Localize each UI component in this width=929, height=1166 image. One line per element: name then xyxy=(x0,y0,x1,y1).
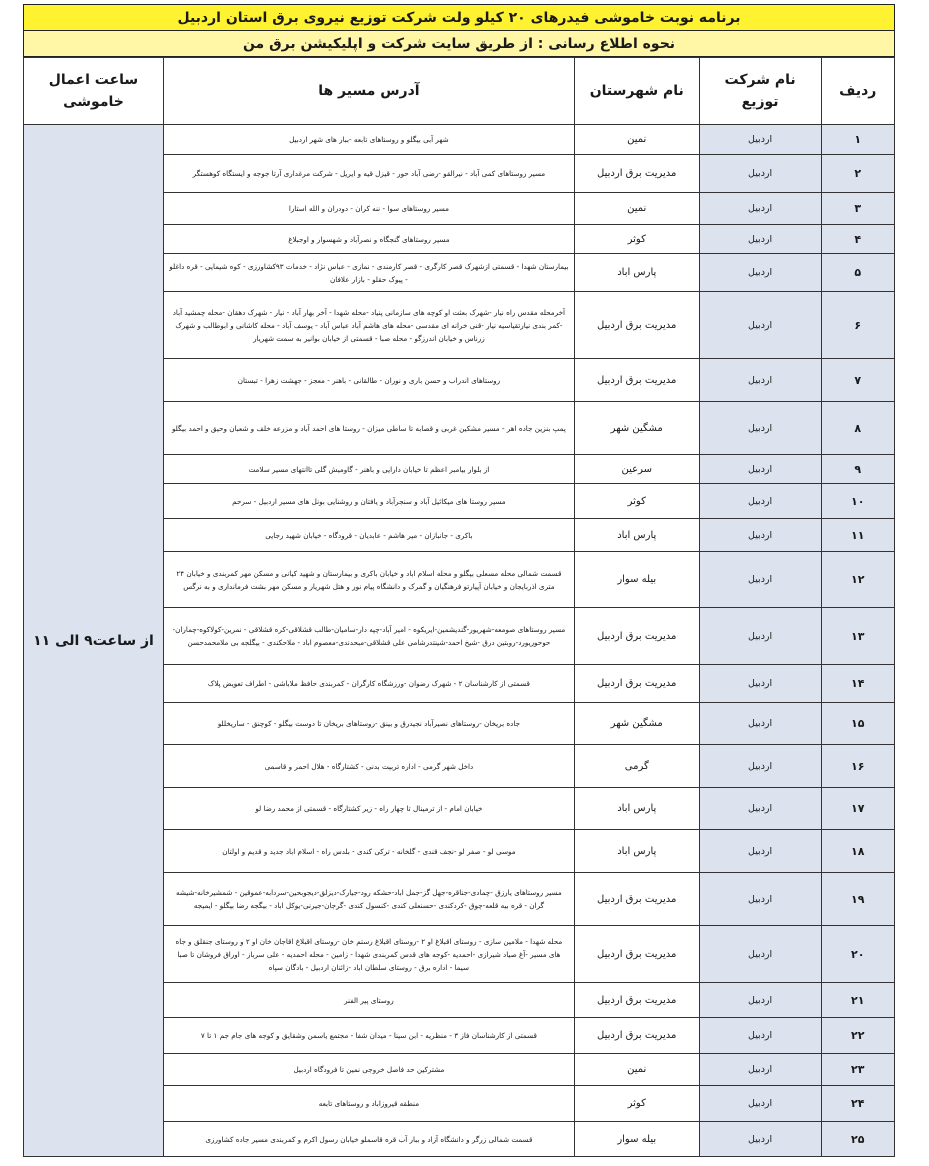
row-city: پارس اباد xyxy=(574,254,699,292)
row-index: ۲۳ xyxy=(821,1054,895,1086)
page-title: برنامه نوبت خاموشی فیدرهای ۲۰ کیلو ولت شرکت توزیع نیروی برق استان اردبیل xyxy=(23,4,895,30)
row-company: اردبیل xyxy=(699,292,821,359)
row-index: ۵ xyxy=(821,254,895,292)
row-company: اردبیل xyxy=(699,519,821,552)
row-index: ۷ xyxy=(821,359,895,402)
row-index: ۱۰ xyxy=(821,484,895,519)
row-address: مشترکین حد فاصل خروجی نمین تا فرودگاه اردبیل xyxy=(163,1054,574,1086)
column-header-address: آدرس مسیر ها xyxy=(163,58,574,125)
row-city: پارس اباد xyxy=(574,830,699,873)
row-address: مسیر روستاهای کمی آباد - نیرالقو -رضی آباد حور - قیزل قیه و ایریل - شرکت مرغداری آرتا جوجه و ایستگاه کوهستگر xyxy=(163,155,574,193)
column-header-hours: ساعت اعمال خاموشی xyxy=(24,58,164,125)
row-company: اردبیل xyxy=(699,402,821,455)
row-address: روستای پیر الفنر xyxy=(163,983,574,1018)
row-address: مسیر روستاهای صومعه-شهریور-گندیشمین-ایریکوه - امیر آباد-چپه دار-سامیان-طالب قشلاقی-کره قشلاقی - نمرین-کولاکوه-چماران-حوحوریورد-روبتین درق -شیخ احمد-شینتدرشامی علی قشلاقی-مبحدندی-معصوم اباد - ملاحکندی - بیگلجه بی ملامحمدحسن xyxy=(163,608,574,665)
row-index: ۱۶ xyxy=(821,745,895,788)
row-company: اردبیل xyxy=(699,225,821,254)
outage-hours-cell: از ساعت۹ الی ۱۱ xyxy=(24,125,164,1157)
row-address: موسی لو - صفر لو -نجف قندی - گلخانه - ترکی کندی - بلدس راه - اسلام اباد جدید و قدیم و اولتان xyxy=(163,830,574,873)
row-company: اردبیل xyxy=(699,665,821,703)
row-index: ۲۲ xyxy=(821,1018,895,1054)
row-index: ۱ xyxy=(821,125,895,155)
row-company: اردبیل xyxy=(699,745,821,788)
row-index: ۱۳ xyxy=(821,608,895,665)
column-header-company: نام شرکت توزیع xyxy=(699,58,821,125)
row-company: اردبیل xyxy=(699,155,821,193)
row-address: روستاهای اندراب و حسن باری و نوران - طالقانی - باهنر - معجز - جهشت زهرا - تبستان xyxy=(163,359,574,402)
row-city: مدیریت برق اردبیل xyxy=(574,665,699,703)
row-index: ۸ xyxy=(821,402,895,455)
row-address: مسیر روستاهای گنجگاه و نصرآباد و شهسوار و اوجبلاغ xyxy=(163,225,574,254)
row-address: مسیر روستاهای سوا - ننه کران - دودران و الله استارا xyxy=(163,193,574,225)
row-city: سرعین xyxy=(574,455,699,484)
row-city: نمین xyxy=(574,193,699,225)
row-index: ۱۴ xyxy=(821,665,895,703)
row-index: ۶ xyxy=(821,292,895,359)
row-index: ۲۱ xyxy=(821,983,895,1018)
row-city: مدیریت برق اردبیل xyxy=(574,1018,699,1054)
row-city: مدیریت برق اردبیل xyxy=(574,926,699,983)
row-address: قسمت شمالی محله مسعلی بیگلو و محله اسلام اباد و خیابان باکری و بیمارستان و شهید کیانی و مسکن مهر کمربندی و خیابان ۲۴ متری اذربایجان و خیابان آپیارتو فرهنگیان و گمرک و دانشگاه پیام نور و هتل شهریار و مسکن مهر بشت فرمانداری و به نرگس xyxy=(163,552,574,608)
row-city: مشگین شهر xyxy=(574,402,699,455)
row-company: اردبیل xyxy=(699,983,821,1018)
row-company: اردبیل xyxy=(699,359,821,402)
row-company: اردبیل xyxy=(699,788,821,830)
row-city: پارس اباد xyxy=(574,519,699,552)
row-city: مدیریت برق اردبیل xyxy=(574,873,699,926)
row-address: خیابان امام - از ترمینال تا چهار راه - زیر کشتارگاه - قسمتی از محمد رضا لو xyxy=(163,788,574,830)
row-address: مسیر روستاهای یارزق -چمادی-جناقره-جهل گز-جمل اباد-حشکه رود-جیارک-دیزلق-دیجوبحین-سردابه-عموقین - شمشیرخانه-شیشه گران - قره بیه قلعه-چوق -کردکندی -حسنعلی کندی -کنسول کندی -گرجان-جیرنی-یوکل اباد - بیگجه رضا بیگلو - ایمیجه xyxy=(163,873,574,926)
row-city: مدیریت برق اردبیل xyxy=(574,608,699,665)
row-address: داخل شهر گرمی - اداره تربیت بدنی - کشتارگاه - هلال احمر و قاسمی xyxy=(163,745,574,788)
row-company: اردبیل xyxy=(699,552,821,608)
row-city: مدیریت برق اردبیل xyxy=(574,359,699,402)
row-address: باکری - جانبازان - میر هاشم - عابدیان - قرودگاه - خیابان شهید رجایی xyxy=(163,519,574,552)
row-company: اردبیل xyxy=(699,1018,821,1054)
row-company: اردبیل xyxy=(699,1122,821,1157)
column-header-index: ردیف xyxy=(821,58,895,125)
row-company: اردبیل xyxy=(699,254,821,292)
row-index: ۲ xyxy=(821,155,895,193)
row-company: اردبیل xyxy=(699,873,821,926)
row-address: مسیر روستا های میکائیل آباد و سنجرآباد و یافتان و روشنایی بونل های مسیر اردبیل - سرحم xyxy=(163,484,574,519)
row-company: اردبیل xyxy=(699,608,821,665)
row-address: جاده بریخان -روستاهای نصیرآباد نجیدرق و بینق -روستاهای بریخان تا دوست بیگلو - کوچنق - ساریخللو xyxy=(163,703,574,745)
row-company: اردبیل xyxy=(699,926,821,983)
row-index: ۹ xyxy=(821,455,895,484)
row-address: قسمتی از کارشناسان ۲ - شهرک رضوان -ورزشگاه کارگران - کمربندی حافظ ملاباشی - اطراف تعویض پلاک xyxy=(163,665,574,703)
outage-schedule-table xyxy=(23,57,895,1157)
row-index: ۲۵ xyxy=(821,1122,895,1157)
row-company: اردبیل xyxy=(699,484,821,519)
row-index: ۱۹ xyxy=(821,873,895,926)
row-city: مدیریت برق اردبیل xyxy=(574,983,699,1018)
row-company: اردبیل xyxy=(699,1054,821,1086)
table-row xyxy=(24,125,895,155)
row-city: مدیریت برق اردبیل xyxy=(574,292,699,359)
row-index: ۱۱ xyxy=(821,519,895,552)
row-address: قسمت شمالی زرگر و دانشگاه آزاد و ببار آب قره قاسملو خیابان رسول اکرم و کمربندی مسیر جاده کشاورزی xyxy=(163,1122,574,1157)
row-index: ۱۵ xyxy=(821,703,895,745)
row-city: نمین xyxy=(574,125,699,155)
row-address: منطقه قیروزاباد و روستاهای تابعه xyxy=(163,1086,574,1122)
row-city: گرمی xyxy=(574,745,699,788)
row-address: شهر آبی بیگلو و روستاهای تابعه -ببار های شهر اردبیل xyxy=(163,125,574,155)
row-index: ۱۸ xyxy=(821,830,895,873)
row-address: محله شهدا - ملامین سازی - روستای اقبلاغ او ۲ -روستای اقبلاغ رستم خان -روستای اقبلاغ اقاجان خان او ۲ و روستای جنقلق و جاه های مسیر -آغ صیاد شیرازی -احمدیه -کوجه های قدس کمربندی شهدا - زامین - محله احمدیه - علی سرباز - اوراق فروشان تا صبا سیما - اداره برق - روستای سلطان اباد -زائنان اردبیل - بادگان سپاه xyxy=(163,926,574,983)
row-city: بیله سوار xyxy=(574,552,699,608)
row-company: اردبیل xyxy=(699,125,821,155)
row-company: اردبیل xyxy=(699,193,821,225)
row-city: مشگین شهر xyxy=(574,703,699,745)
table-header-row xyxy=(24,58,895,125)
notification-method: نحوه اطلاع رسانی : از طریق سایت شرکت و اپلیکیشن برق من xyxy=(23,30,895,57)
row-city: نمین xyxy=(574,1054,699,1086)
row-city: کوثر xyxy=(574,225,699,254)
row-address: آخرمحله مقدس راه نیار -شهرک بعثت او کوچه های سازمانی پنیاد -محله شهدا - آخر بهار آباد - نیار - شهرک دهقان -محله چمشید آباد -کمر بندی نیارتقیاسیه نیار -قنی خرانه ای مقدسی -محله های هاشم آباد عباس آباد - یوسف آباد - محله کاشانی و ابوطالب و شهرک زرناس و خیابان اندرزگو - محله صبا - قسمتی از خیابان بوانیر به سمت شهریار xyxy=(163,292,574,359)
table-body xyxy=(24,125,895,1157)
row-index: ۱۷ xyxy=(821,788,895,830)
row-city: بیله سوار xyxy=(574,1122,699,1157)
column-header-city: نام شهرستان xyxy=(574,58,699,125)
row-address: پمپ بنزین جاده اهر - مسیر مشکین غربی و قصابه تا ساطی میزان - روستا های احمد آباد و مزرعه خلف و شعبان وحیق و احمد بیگلو xyxy=(163,402,574,455)
row-city: پارس اباد xyxy=(574,788,699,830)
row-address: از بلوار بیامبر اعظم تا خیابان دارایی و باهنر - گاومیش گلی تاانتهای مسیر سلامت xyxy=(163,455,574,484)
row-city: کوثر xyxy=(574,484,699,519)
row-index: ۴ xyxy=(821,225,895,254)
row-address: قسمتی از کارشناسان فاز ۳ - منظریه - ابن سینا - میدان شفا - مجتمع یاسمن وشقایق و کوجه های جام جم ۱ تا ۷ xyxy=(163,1018,574,1054)
row-index: ۳ xyxy=(821,193,895,225)
row-address: بیمارستان شهدا - قسمتی ازشهرک قصر کارگری - قصر کارمندی - نمازی - عباس نژاد - خدمات ۹۳کشاورزی - کوه شیمایی - قره داغلو - پیوک حقلو - بازار علافان xyxy=(163,254,574,292)
row-index: ۲۰ xyxy=(821,926,895,983)
row-company: اردبیل xyxy=(699,830,821,873)
row-company: اردبیل xyxy=(699,703,821,745)
row-city: کوثر xyxy=(574,1086,699,1122)
row-company: اردبیل xyxy=(699,1086,821,1122)
row-index: ۱۲ xyxy=(821,552,895,608)
row-company: اردبیل xyxy=(699,455,821,484)
row-index: ۲۴ xyxy=(821,1086,895,1122)
row-city: مدیریت برق اردبیل xyxy=(574,155,699,193)
